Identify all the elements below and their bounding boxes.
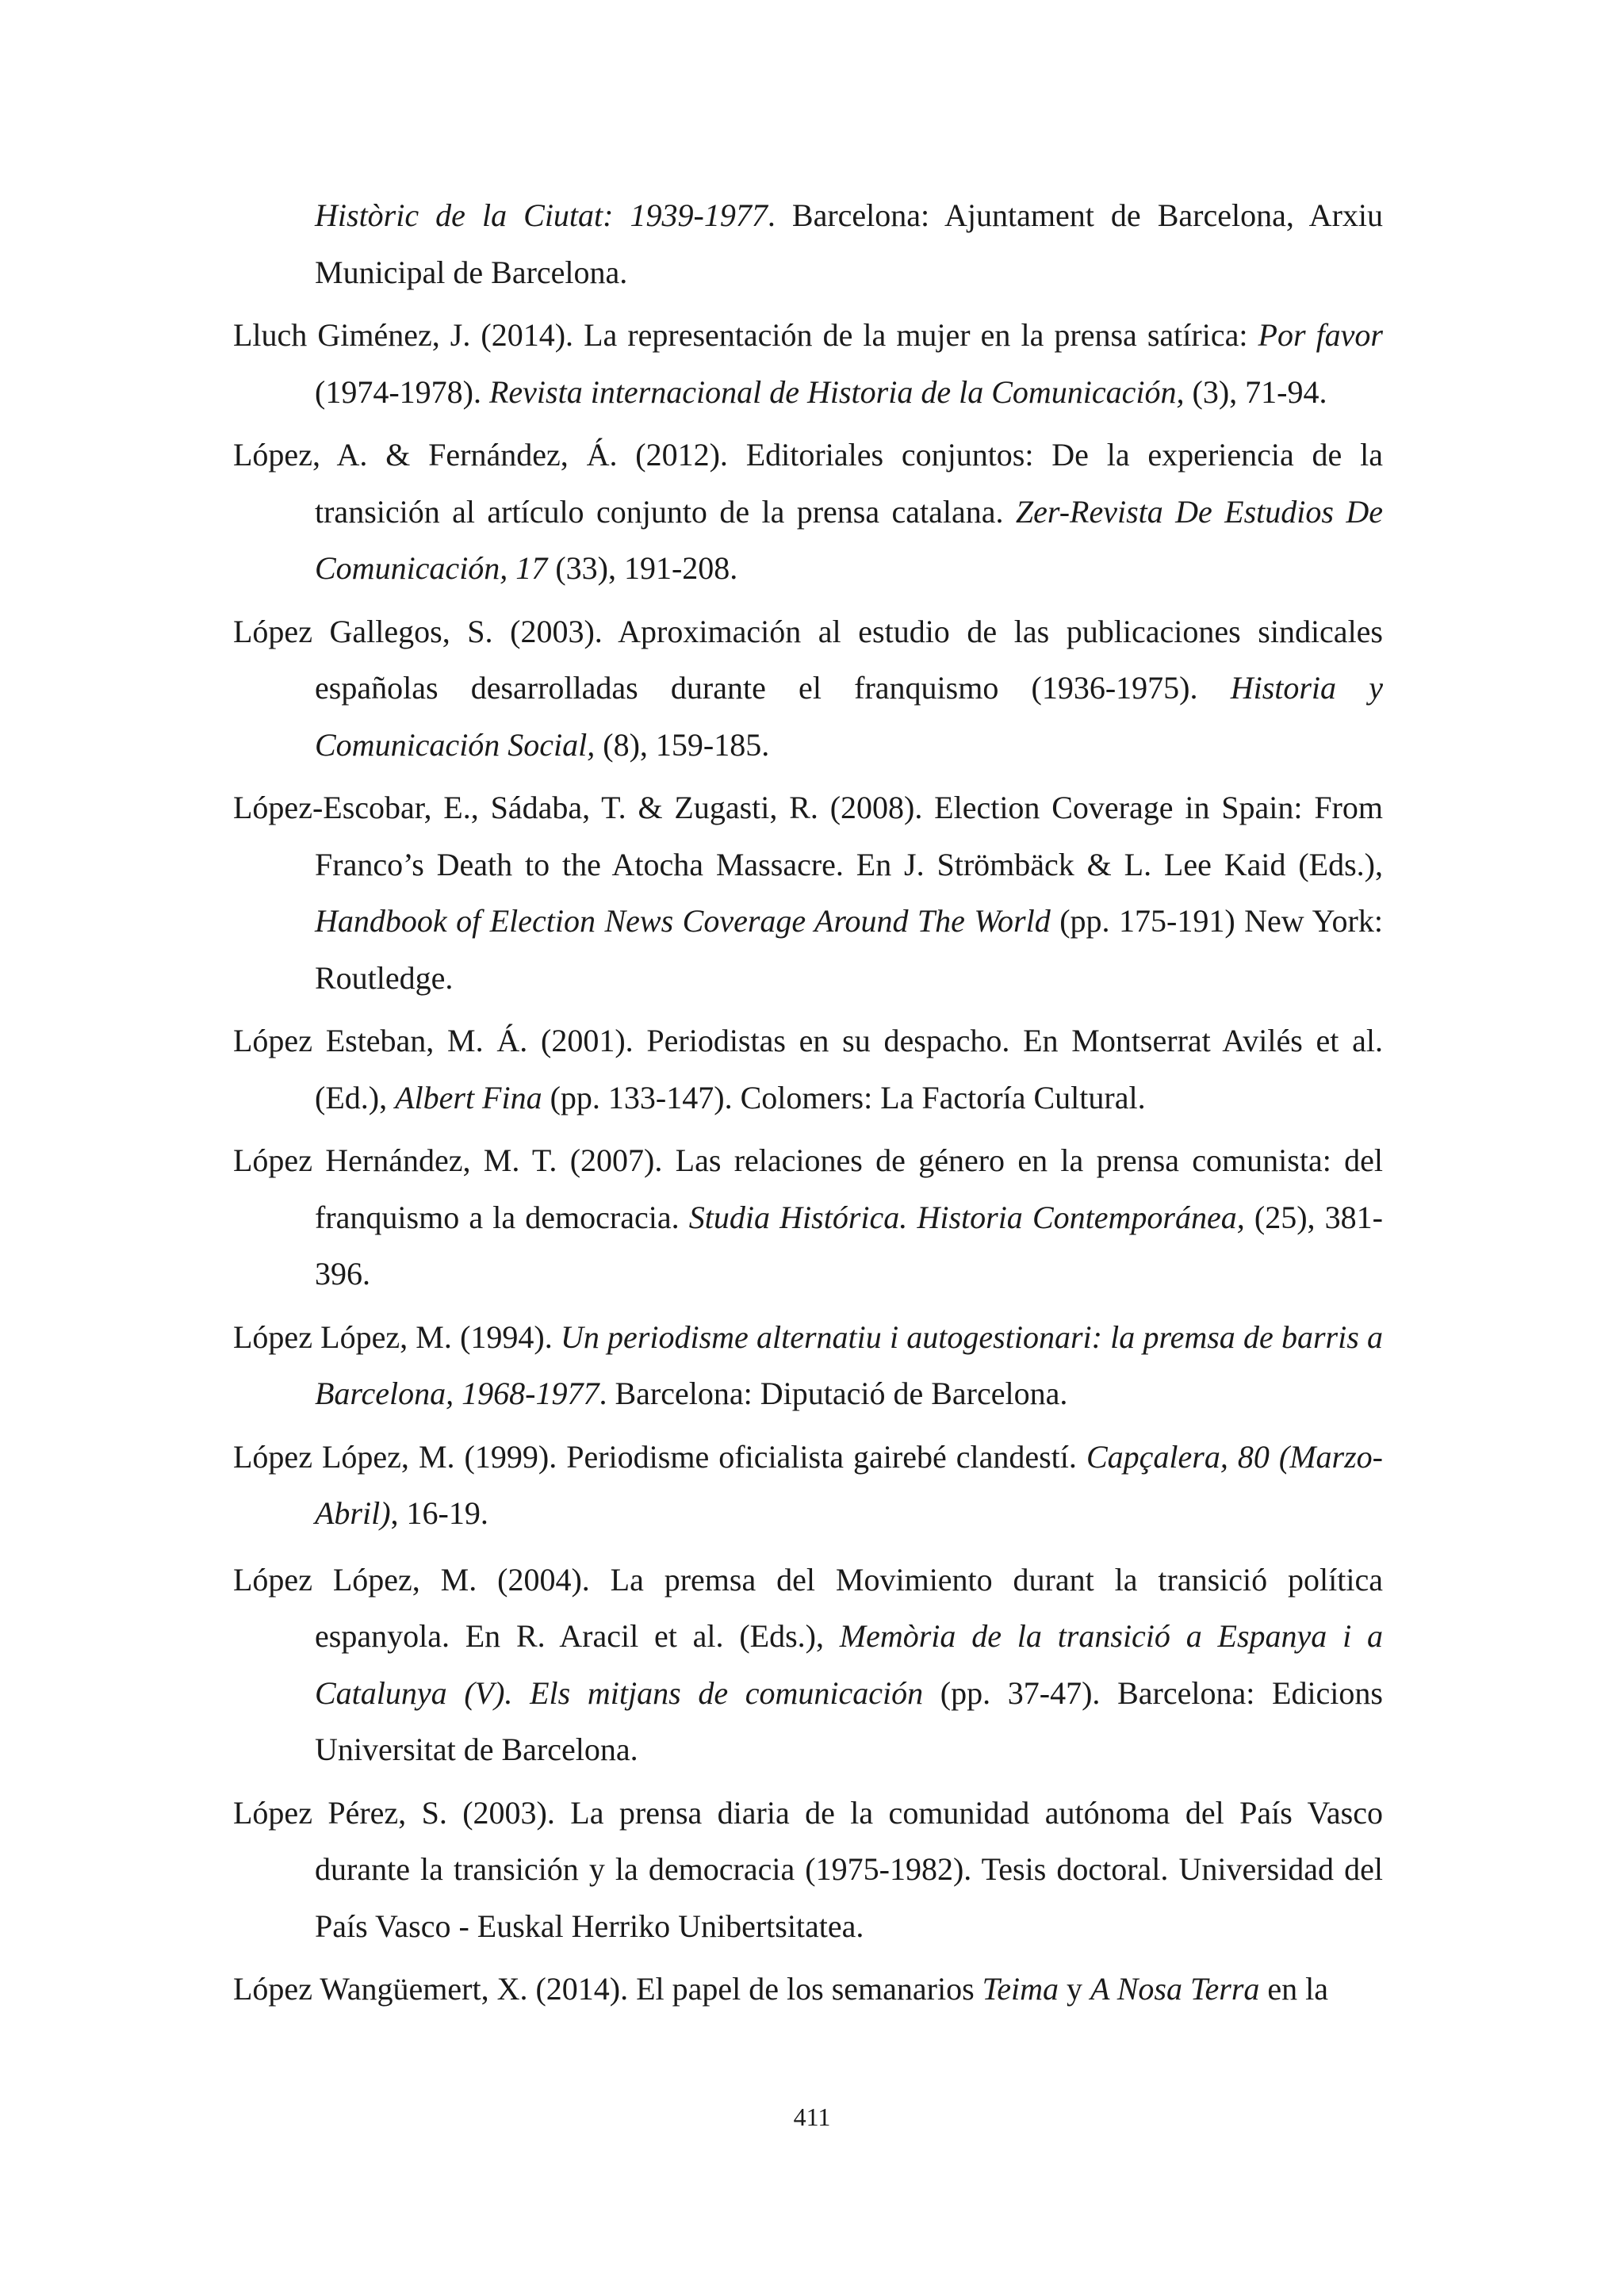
- reference-italic: A Nosa Terra: [1090, 1971, 1260, 2007]
- reference-italic: Zer-Revista De Estudios De Comunicación, 17: [315, 493, 1383, 586]
- reference-italic: Capçalera, 80 (Marzo-Abril): [315, 1438, 1383, 1531]
- reference-entry: [233, 603, 1383, 774]
- reference-text: (3), 71-94.: [1184, 373, 1327, 410]
- reference-entry: [233, 427, 1383, 597]
- reference-text: . Barcelona: Diputació de Barcelona.: [599, 1376, 1068, 1411]
- reference-italic: Studia Histórica. Historia Contemporánea,: [688, 1199, 1245, 1235]
- reference-list: [233, 187, 1383, 2024]
- reference-text: López Hernández, M. T. (2007). Las relaciones de género en la prensa comunista: del franquismo a la democracia.: [233, 1142, 1383, 1235]
- reference-text: (pp. 37-47). Barcelona: Edicions Universitat de Barcelona.: [315, 1674, 1383, 1767]
- reference-entry: [233, 1429, 1383, 1542]
- reference-text: en la: [1259, 1971, 1329, 2007]
- reference-entry: [233, 1785, 1383, 1955]
- reference-entry: [233, 779, 1383, 1006]
- reference-text: , 16-19.: [390, 1495, 488, 1531]
- reference-text: López Esteban, M. Á. (2001). Periodistas en su despacho. En Montserrat Avilés et al. (Ed.),: [233, 1023, 1383, 1115]
- reference-text: . Barcelona: Ajuntament de Barcelona, Arxiu Municipal de Barcelona.: [315, 197, 1383, 290]
- reference-italic: Memòria de la transició a Espanya i a Catalunya (V). Els mitjans de comunicación: [315, 1618, 1383, 1711]
- reference-italic: Històric de la Ciutat: 1939-1977: [315, 197, 768, 233]
- reference-text: López, A. & Fernández, Á. (2012). Editoriales conjuntos: De la experiencia de la transición al artículo conjunto de la prensa catalana.: [233, 437, 1383, 530]
- reference-text: (33), 191-208.: [547, 550, 738, 586]
- reference-text: Lluch Giménez, J. (2014). La representación de la mujer en la prensa satírica:: [233, 317, 1258, 353]
- reference-text: López-Escobar, E., Sádaba, T. & Zugasti, R. (2008). Election Coverage in Spain: From Franco’s Death to the Atocha Massacre. En J. Strömbäck & L. Lee Kaid (Eds.),: [233, 790, 1383, 882]
- reference-italic: Por favor: [1258, 317, 1384, 353]
- reference-text: (pp. 133-147). Colomers: La Factoría Cultural.: [542, 1079, 1146, 1115]
- reference-italic: Historia y Comunicación Social,: [315, 670, 1383, 763]
- reference-italic: Un periodisme alternatiu i autogestionari: la premsa de barris a Barcelona, 1968-1977: [315, 1318, 1383, 1411]
- reference-entry: [233, 1552, 1383, 1778]
- reference-text: López Pérez, S. (2003). La prensa diaria de la comunidad autónoma del País Vasco durante la transición y la democracia (1975-1982). Tesis doctoral. Universidad del País Vasco - Euskal Herriko Unibertsitatea.: [233, 1794, 1383, 1944]
- reference-text: López López, M. (1994).: [233, 1318, 561, 1355]
- reference-entry: [233, 1309, 1383, 1422]
- reference-text: López López, M. (1999). Periodisme oficialista gairebé clandestí.: [233, 1438, 1086, 1475]
- reference-entry: [233, 1961, 1383, 2018]
- reference-text: (pp. 175-191) New York: Routledge.: [315, 903, 1383, 996]
- reference-text: (1974-1978).: [315, 373, 489, 410]
- reference-italic: Revista internacional de Historia de la Comunicación,: [488, 373, 1185, 410]
- reference-italic: Handbook of Election News Coverage Around The World: [315, 903, 1051, 939]
- reference-text: López Wangüemert, X. (2014). El papel de los semanarios: [233, 1971, 982, 2007]
- reference-italic: Teima: [982, 1971, 1059, 2007]
- reference-entry: [233, 187, 1383, 300]
- reference-text: López López, M. (2004). La premsa del Movimiento durant la transició política espanyola. En R. Aracil et al. (Eds.),: [233, 1561, 1383, 1654]
- reference-text: (25), 381-396.: [315, 1199, 1384, 1292]
- reference-text: (8), 159-185.: [595, 726, 770, 763]
- page-number: 411: [793, 2103, 831, 2131]
- reference-italic: Albert Fina: [395, 1079, 542, 1115]
- reference-entry: [233, 1012, 1383, 1126]
- reference-entry: [233, 1132, 1383, 1303]
- reference-text: y: [1058, 1971, 1090, 2007]
- reference-entry: [233, 307, 1383, 420]
- reference-text: López Gallegos, S. (2003). Aproximación al estudio de las publicaciones sindicales españolas desarrolladas durante el franquismo (1936-1975).: [233, 613, 1383, 706]
